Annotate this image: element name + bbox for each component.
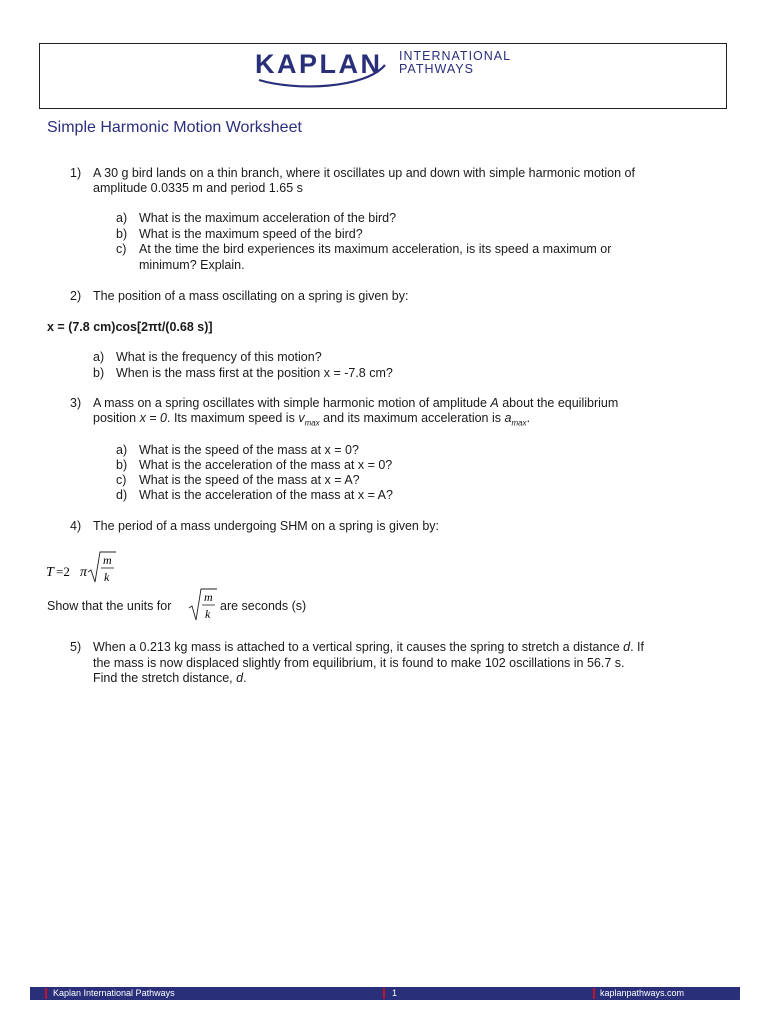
q5-line1-post: . If [630,640,644,654]
q4-number: 4) [70,519,82,533]
q3c-text: What is the speed of the mass at x = A? [139,473,360,487]
q5-number: 5) [70,640,82,654]
q5-line1-var: d [623,640,631,654]
q5-line1-pre: When a 0.213 kg mass is attached to a vertical spring, it causes the spring to stretch a distance [93,640,624,654]
amax-symbol [504,411,527,428]
vmax-sub: max [304,418,320,428]
amax-sub: max [511,418,527,428]
sqrt-sign-icon [88,552,116,582]
q1c-text-line1: At the time the bird experiences its maximum acceleration, is its speed a maximum or [139,242,612,256]
formula-m: m [103,553,112,567]
q3-text-line1 [93,396,618,412]
q5-line3-var: d [236,671,244,685]
q1b-text: What is the maximum speed of the bird? [139,227,363,241]
q2b-text: When is the mass first at the position x = -7.8 cm? [116,366,393,380]
formula-k: k [104,570,110,584]
q3d-label: d) [116,488,128,502]
q5-line3-post: . [243,671,247,685]
q3-number: 3) [70,396,82,410]
footer-bar [30,987,740,1000]
q5-text-line1 [93,640,644,656]
vmax-v: v [298,411,305,425]
q4-show-pre: Show that the units for [47,599,172,613]
q1-number: 1) [70,166,82,180]
q3-line2-mid2: and its maximum acceleration is [319,411,505,425]
q1b-label: b) [116,227,128,241]
footer-divider-right [593,988,595,999]
q5-text-line2: the mass is now displaced slightly from equilibrium, it is found to make 102 oscillations in 56.7 s. [93,656,625,670]
period-formula [44,548,124,588]
q1a-label: a) [116,211,128,225]
q3c-label: c) [116,473,127,487]
q4-text-line1: The period of a mass undergoing SHM on a spring is given by: [93,519,440,533]
q1a-text: What is the maximum acceleration of the bird? [139,211,397,225]
q3b-text: What is the acceleration of the mass at x = 0? [139,458,393,472]
q5-line3-pre: Find the stretch distance, [93,671,237,685]
sqrt-k: k [205,607,211,621]
amax-a: a [504,411,512,425]
logo-word: KAPLAN [255,49,383,79]
sqrt-m: m [204,590,213,604]
footer-left-text: Kaplan International Pathways [53,988,175,998]
q4-show-post: are seconds (s) [220,599,307,613]
footer-divider-center [383,988,385,999]
q3d-text: What is the acceleration of the mass at x = A? [139,488,393,502]
q3-line2-end: . [526,411,531,425]
footer-divider-left [45,988,47,999]
sqrt-m-over-k [187,586,219,624]
q2-equation: x = (7.8 cm)cos[2πt/(0.68 s)] [47,320,213,334]
footer-right-link[interactable]: kaplanpathways.com [600,988,685,998]
q3-line1-post: about the equilibrium [498,396,619,410]
q2a-text: What is the frequency of this motion? [116,350,322,364]
vmax-symbol [298,411,320,428]
page-title: Simple Harmonic Motion Worksheet [47,119,302,136]
q3-text-line2 [93,411,530,431]
logo-subtitle-1: INTERNATIONAL [399,49,512,63]
q3-line2-mid: . Its maximum speed is [167,411,299,425]
q1-text-line2: amplitude 0.0335 m and period 1.65 s [93,181,303,195]
formula-T: T [46,565,54,580]
q3b-label: b) [116,458,128,472]
q2-number: 2) [70,289,82,303]
q3a-label: a) [116,443,128,457]
q2a-label: a) [93,350,105,364]
q3-line1-var: A [490,396,499,410]
formula-equals-2: =2 [56,564,70,579]
q2-text-line1: The position of a mass oscillating on a spring is given by: [93,289,409,303]
q3-line2-var: x = 0 [139,411,168,425]
q1c-text-line2: minimum? Explain. [139,258,245,272]
logo-subtitle-2: PATHWAYS [399,62,474,76]
q1c-label: c) [116,242,127,256]
sqrt-sign-icon-2 [189,589,217,620]
q3-line2-pre: position [93,411,140,425]
q3-line1-pre: A mass on a spring oscillates with simple harmonic motion of amplitude [93,396,491,410]
q5-text-line3 [93,671,247,687]
footer-page-number: 1 [392,988,398,998]
q2b-label: b) [93,366,105,380]
q1-text-line1: A 30 g bird lands on a thin branch, where it oscillates up and down with simple harmonic motion of [93,166,635,180]
kaplan-logo [255,47,517,89]
q3a-text: What is the speed of the mass at x = 0? [139,443,359,457]
formula-pi: π [80,565,88,580]
